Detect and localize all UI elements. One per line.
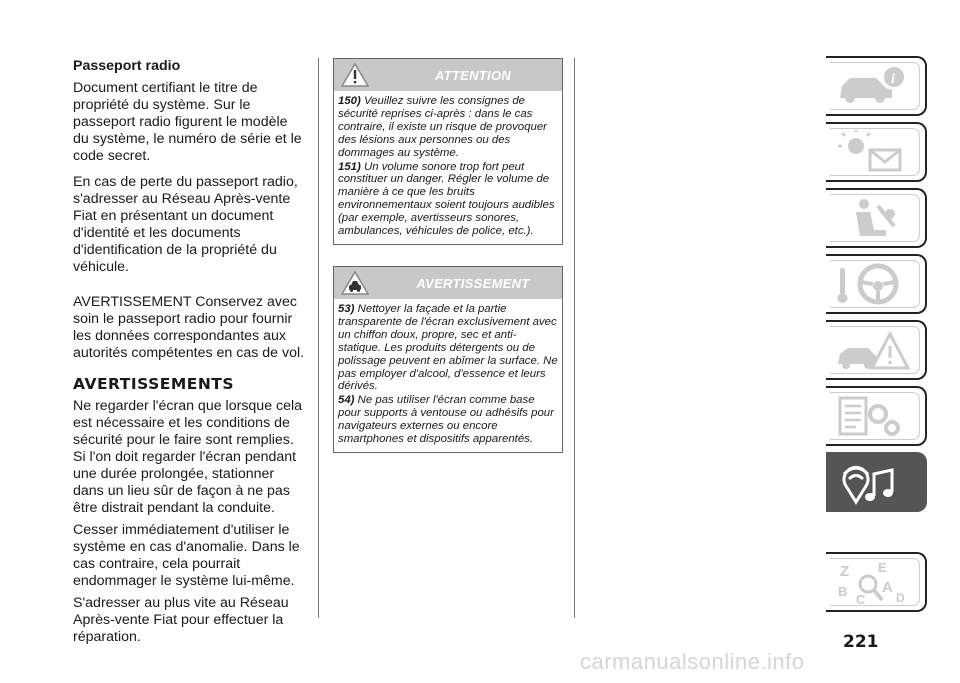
column-divider [318,58,319,618]
left-column [73,58,305,651]
item-text: Ne pas utiliser l'écran comme base pour supports à ventouse ou adhésifs pour navigateurs externes ou encore smartphones et dispositifs apparentés. [338,394,554,446]
tab-driving[interactable] [826,254,927,314]
maintenance-icon [834,394,914,440]
svg-text:C: C [856,592,866,606]
item-text: Veuillez suivre les consignes de sécurité reprises ci-après : dans le cas contraire, il existe un risque de provoquer des lésions aux personnes ou des dommages au système. [338,95,547,159]
section-heading: AVERTISSEMENTS [73,375,235,393]
svg-text:Z: Z [840,563,850,580]
avertissement-body [334,299,562,452]
paragraph: Document certifiant le titre de propriété du système. Sur le passeport radio figurent le modèle du système, le numéro de série et le code secret. [73,80,302,164]
avertissement-item [338,303,558,393]
paragraph: AVERTISSEMENT Conservez avec soin le passeport radio pour fournir les données correspondantes aux autorités compétentes en cas de vol. [73,294,305,361]
tab-safety[interactable] [826,188,927,248]
attention-header [334,59,562,91]
tab-emergency[interactable] [826,320,927,380]
item-number: 151) [338,160,361,173]
attention-item [338,161,558,238]
item-number: 54) [338,394,355,407]
tab-vehicle-info[interactable] [826,56,927,116]
tab-multimedia[interactable] [826,452,927,512]
attention-box [333,58,563,245]
svg-text:D: D [896,591,905,605]
paragraph: Ne regarder l'écran que lorsque cela est nécessaire et les conditions de sécurité pour le faire sont remplies. Si l'on doit regarder l'écran pendant une durée prolongée, stationner dans un lieu sûr de façon à ne pas être distrait pendant la conduite. [73,398,303,516]
attention-title: ATTENTION [434,68,512,83]
warning-lights-icon [834,130,914,176]
item-text: Un volume sonore trop fort peut constituer un danger. Régler le volume de manière à ce que les bruits environnementaux soient toujours audibles (par exemple, avertisseurs sonores, ambulances, véhicules de police, etc.). [338,160,555,238]
attention-item [338,95,558,160]
page-number: 221 [843,632,879,652]
tab-warning-lights[interactable] [826,122,927,182]
svg-text:E: E [878,560,887,575]
column-divider [574,58,575,618]
avertissement-item [338,394,558,446]
avertissement-header [334,267,562,299]
item-number: 53) [338,303,355,315]
item-number: 150) [338,95,361,107]
svg-text:i: i [891,72,895,87]
tab-index[interactable] [826,552,927,612]
watermark: carmanualsonline.info [580,649,805,674]
svg-text:B: B [838,584,848,599]
warning-triangle-icon [340,62,370,88]
item-text: Nettoyer la façade et la partie transparente de l'écran exclusivement avec un chiffon doux, propre, sec et anti-statique. Les produits détergents ou de polissage peuvent en abîmer la surface. Ne pas employer d'alcool, d'essence et leurs dérivés. [338,303,558,393]
svg-text:A: A [882,579,893,596]
airbag-seat-icon [834,196,914,242]
tab-maintenance[interactable] [826,386,927,446]
paragraph: En cas de perte du passeport radio, s'adresser au Réseau Après-vente Fiat en présentant un document d'identité et les documents d'identification de la propriété du véhicule. [73,174,298,275]
section-title: Passeport radio [73,58,181,74]
multimedia-icon [834,460,914,506]
steering-wheel-icon [834,262,914,308]
paragraph: Cesser immédiatement d'utiliser le système en cas d'anomalie. Dans le cas contraire, cela pourrait endommager le système lui-même. [73,522,300,589]
index-icon [834,560,914,606]
car-info-icon [834,64,914,110]
avertissement-title: AVERTISSEMENT [416,276,530,291]
attention-body [334,91,562,244]
paragraph: S'adresser au plus vite au Réseau Après-vente Fiat pour effectuer la réparation. [73,595,289,645]
car-warning-icon [340,270,370,296]
car-crash-icon [834,328,914,374]
avertissement-box [333,266,563,453]
